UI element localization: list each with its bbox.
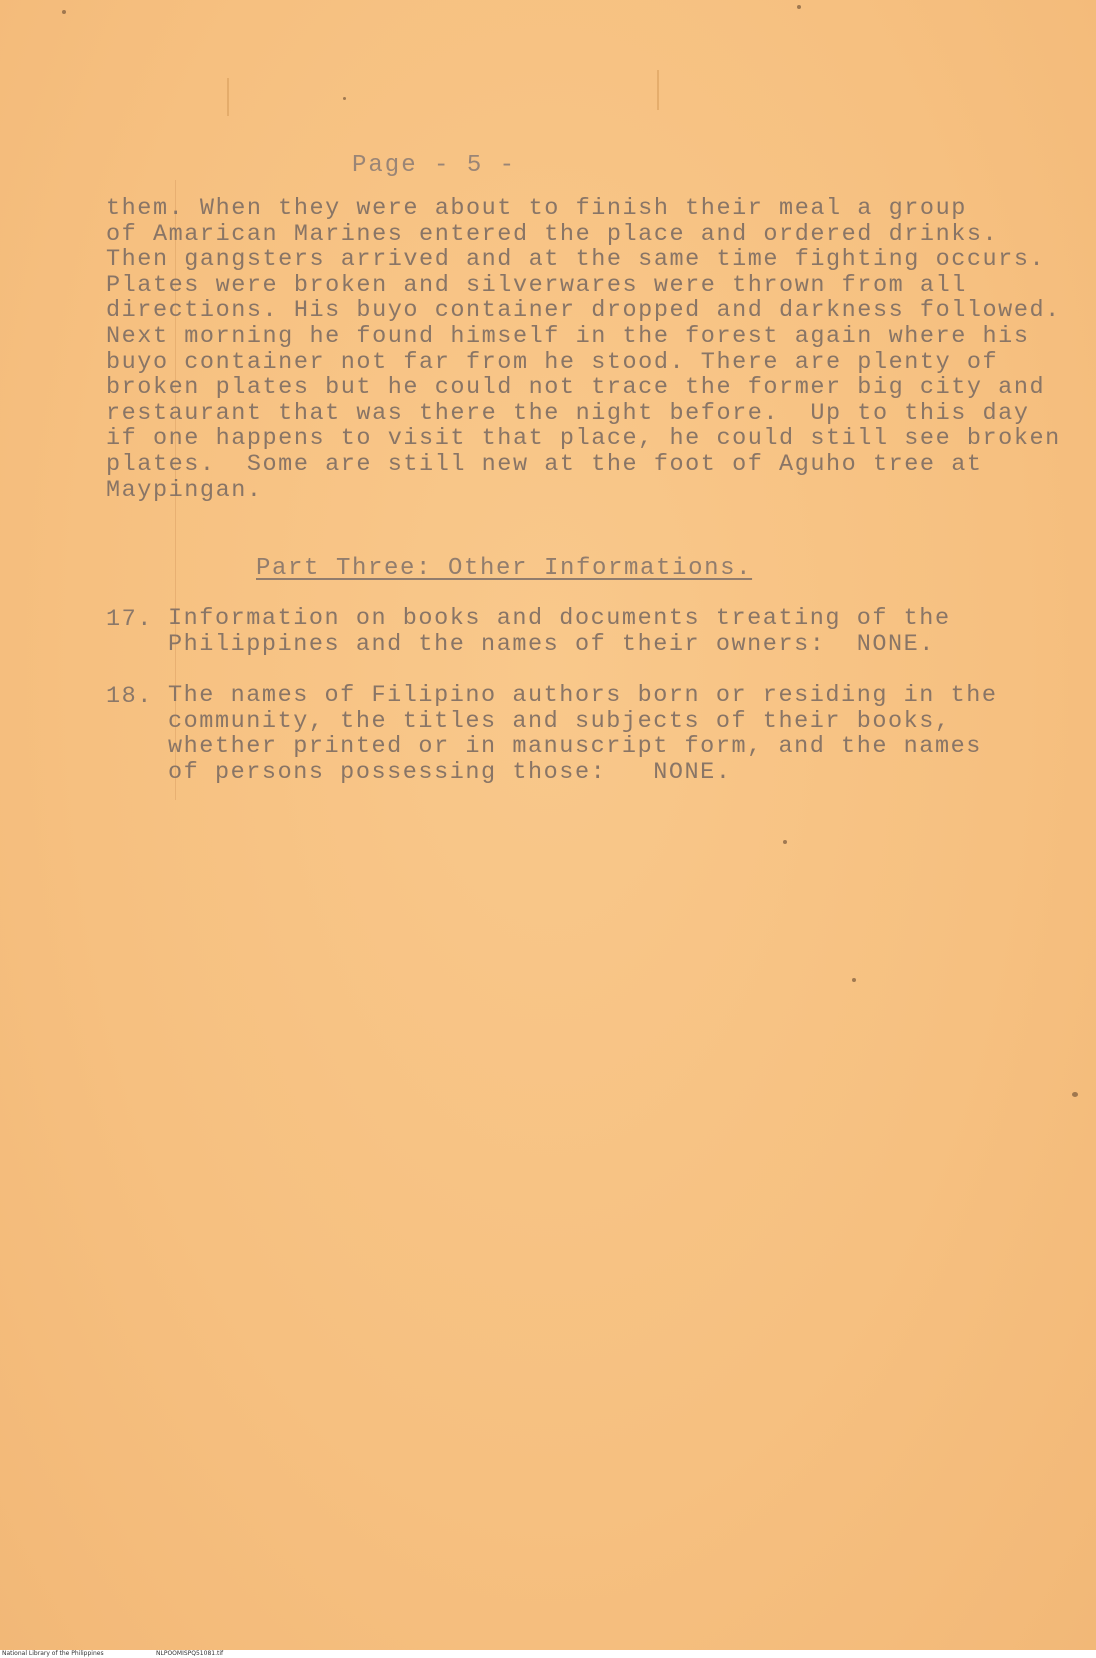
item-line: community, the titles and subjects of their books, — [168, 707, 951, 735]
scan-footer — [0, 1650, 1096, 1658]
item-number: 17. — [106, 606, 153, 633]
footer-library: National Library of the Philippines — [2, 1650, 104, 1657]
paragraph-line: Then gangsters arrived and at the same time fighting occurs. — [106, 246, 1046, 274]
item-line: whether printed or in manuscript form, and the names — [168, 733, 982, 761]
paragraph-line: of Amarican Marines entered the place and ordered drinks. — [106, 220, 999, 248]
item-line: Information on books and documents treating of the — [168, 605, 951, 632]
paper-speck — [1072, 1092, 1078, 1097]
paragraph-line: broken plates but he could not trace the former big city and — [106, 374, 1046, 402]
paper-speck — [797, 5, 801, 9]
paragraph-line: Maypingan. — [106, 476, 263, 504]
paragraph-line: restaurant that was there the night before. Up to this day — [106, 399, 1030, 427]
paragraph-line: buyo container not far from he stood. There are plenty of — [106, 348, 999, 376]
paragraph-line: if one happens to visit that place, he could still see broken — [106, 425, 1061, 453]
item-number: 18. — [106, 683, 153, 710]
paper-fold-mark — [227, 78, 229, 116]
section-heading: Part Three: Other Informations. — [256, 555, 753, 582]
story-paragraph — [106, 196, 1066, 503]
paper-fold-mark — [657, 70, 659, 110]
paragraph-line: Next morning he found himself in the forest again where his — [106, 322, 1030, 350]
item-line: The names of Filipino authors born or residing in the — [168, 682, 998, 709]
paragraph-line: them. When they were about to finish their meal a group — [106, 195, 967, 222]
paragraph-line: Plates were broken and silverwares were thrown from all — [106, 271, 967, 299]
paper-speck — [343, 97, 346, 100]
paper-speck — [62, 10, 66, 14]
paragraph-line: directions. His buyo container dropped and darkness followed. — [106, 297, 1061, 325]
item-text — [168, 606, 951, 657]
footer-filename: NLPOOMISPQ51081.tif — [156, 1650, 224, 1657]
item-text — [168, 683, 998, 785]
item-line: Philippines and the names of their owners: NONE. — [168, 630, 935, 658]
paper-speck — [852, 978, 856, 982]
item-line: of persons possessing those: NONE. — [168, 758, 732, 786]
paragraph-line: plates. Some are still new at the foot of Aguho tree at — [106, 450, 983, 478]
page-number: Page - 5 - — [352, 152, 517, 179]
paper-speck — [783, 840, 787, 844]
